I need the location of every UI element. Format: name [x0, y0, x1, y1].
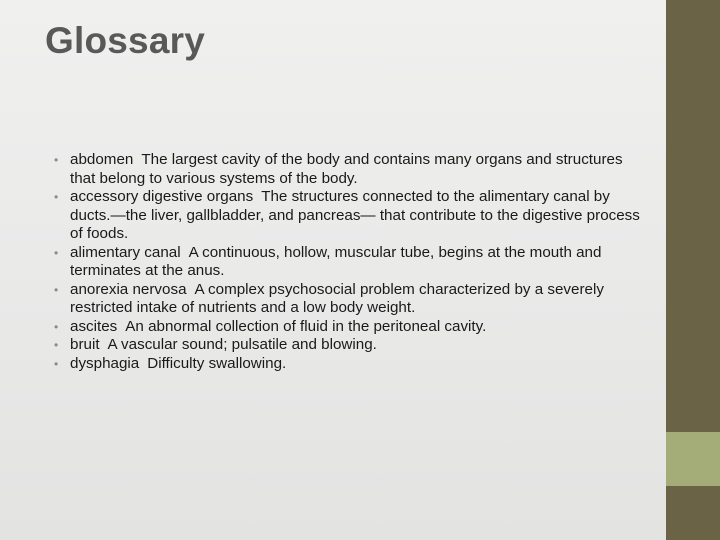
- glossary-term: dysphagia: [70, 354, 140, 372]
- glossary-definition: An abnormal collection of fluid in the peritoneal cavity.: [125, 317, 487, 335]
- bullet-icon: •: [54, 356, 59, 371]
- glossary-term: accessory digestive organs: [70, 188, 254, 205]
- glossary-definition: A complex psychosocial problem characterized by a severely restricted intake of nutrients and a low body weight.: [70, 280, 604, 316]
- glossary-term: alimentary canal: [70, 243, 181, 261]
- glossary-definition: The structures connected to the alimentary canal by ducts.—the liver, gallbladder, and pancreas— that contribute to the digestive process of foods.: [70, 188, 640, 242]
- glossary-entry-anorexia-nervosa: [52, 281, 642, 318]
- glossary-entry-bruit: [52, 336, 642, 355]
- glossary-list: [52, 151, 642, 373]
- glossary-entry-dysphagia: [52, 355, 642, 374]
- decorative-sidebar-accent: [666, 432, 720, 486]
- glossary-definition: A continuous, hollow, muscular tube, begins at the mouth and terminates at the anus.: [70, 243, 602, 279]
- bullet-icon: •: [54, 319, 59, 334]
- glossary-term: anorexia nervosa: [70, 280, 187, 298]
- bullet-icon: •: [54, 282, 59, 297]
- bullet-icon: •: [54, 190, 59, 204]
- bullet-icon: •: [54, 153, 59, 167]
- bullet-icon: •: [54, 338, 59, 352]
- glossary-term: ascites: [70, 317, 118, 335]
- glossary-definition: A vascular sound; pulsatile and blowing.: [107, 336, 377, 353]
- glossary-term: abdomen: [70, 151, 134, 168]
- glossary-term: bruit: [70, 336, 100, 353]
- glossary-entry-alimentary-canal: [52, 244, 642, 281]
- glossary-definition: Difficulty swallowing.: [147, 354, 287, 372]
- slide-title: Glossary: [45, 20, 205, 61]
- glossary-entry-accessory-digestive-organs: [52, 188, 642, 244]
- glossary-definition: The largest cavity of the body and contains many organs and structures that belong to various systems of the body.: [70, 151, 623, 187]
- bullet-icon: •: [54, 245, 59, 260]
- glossary-entry-abdomen: [52, 151, 642, 188]
- glossary-entry-ascites: [52, 318, 642, 337]
